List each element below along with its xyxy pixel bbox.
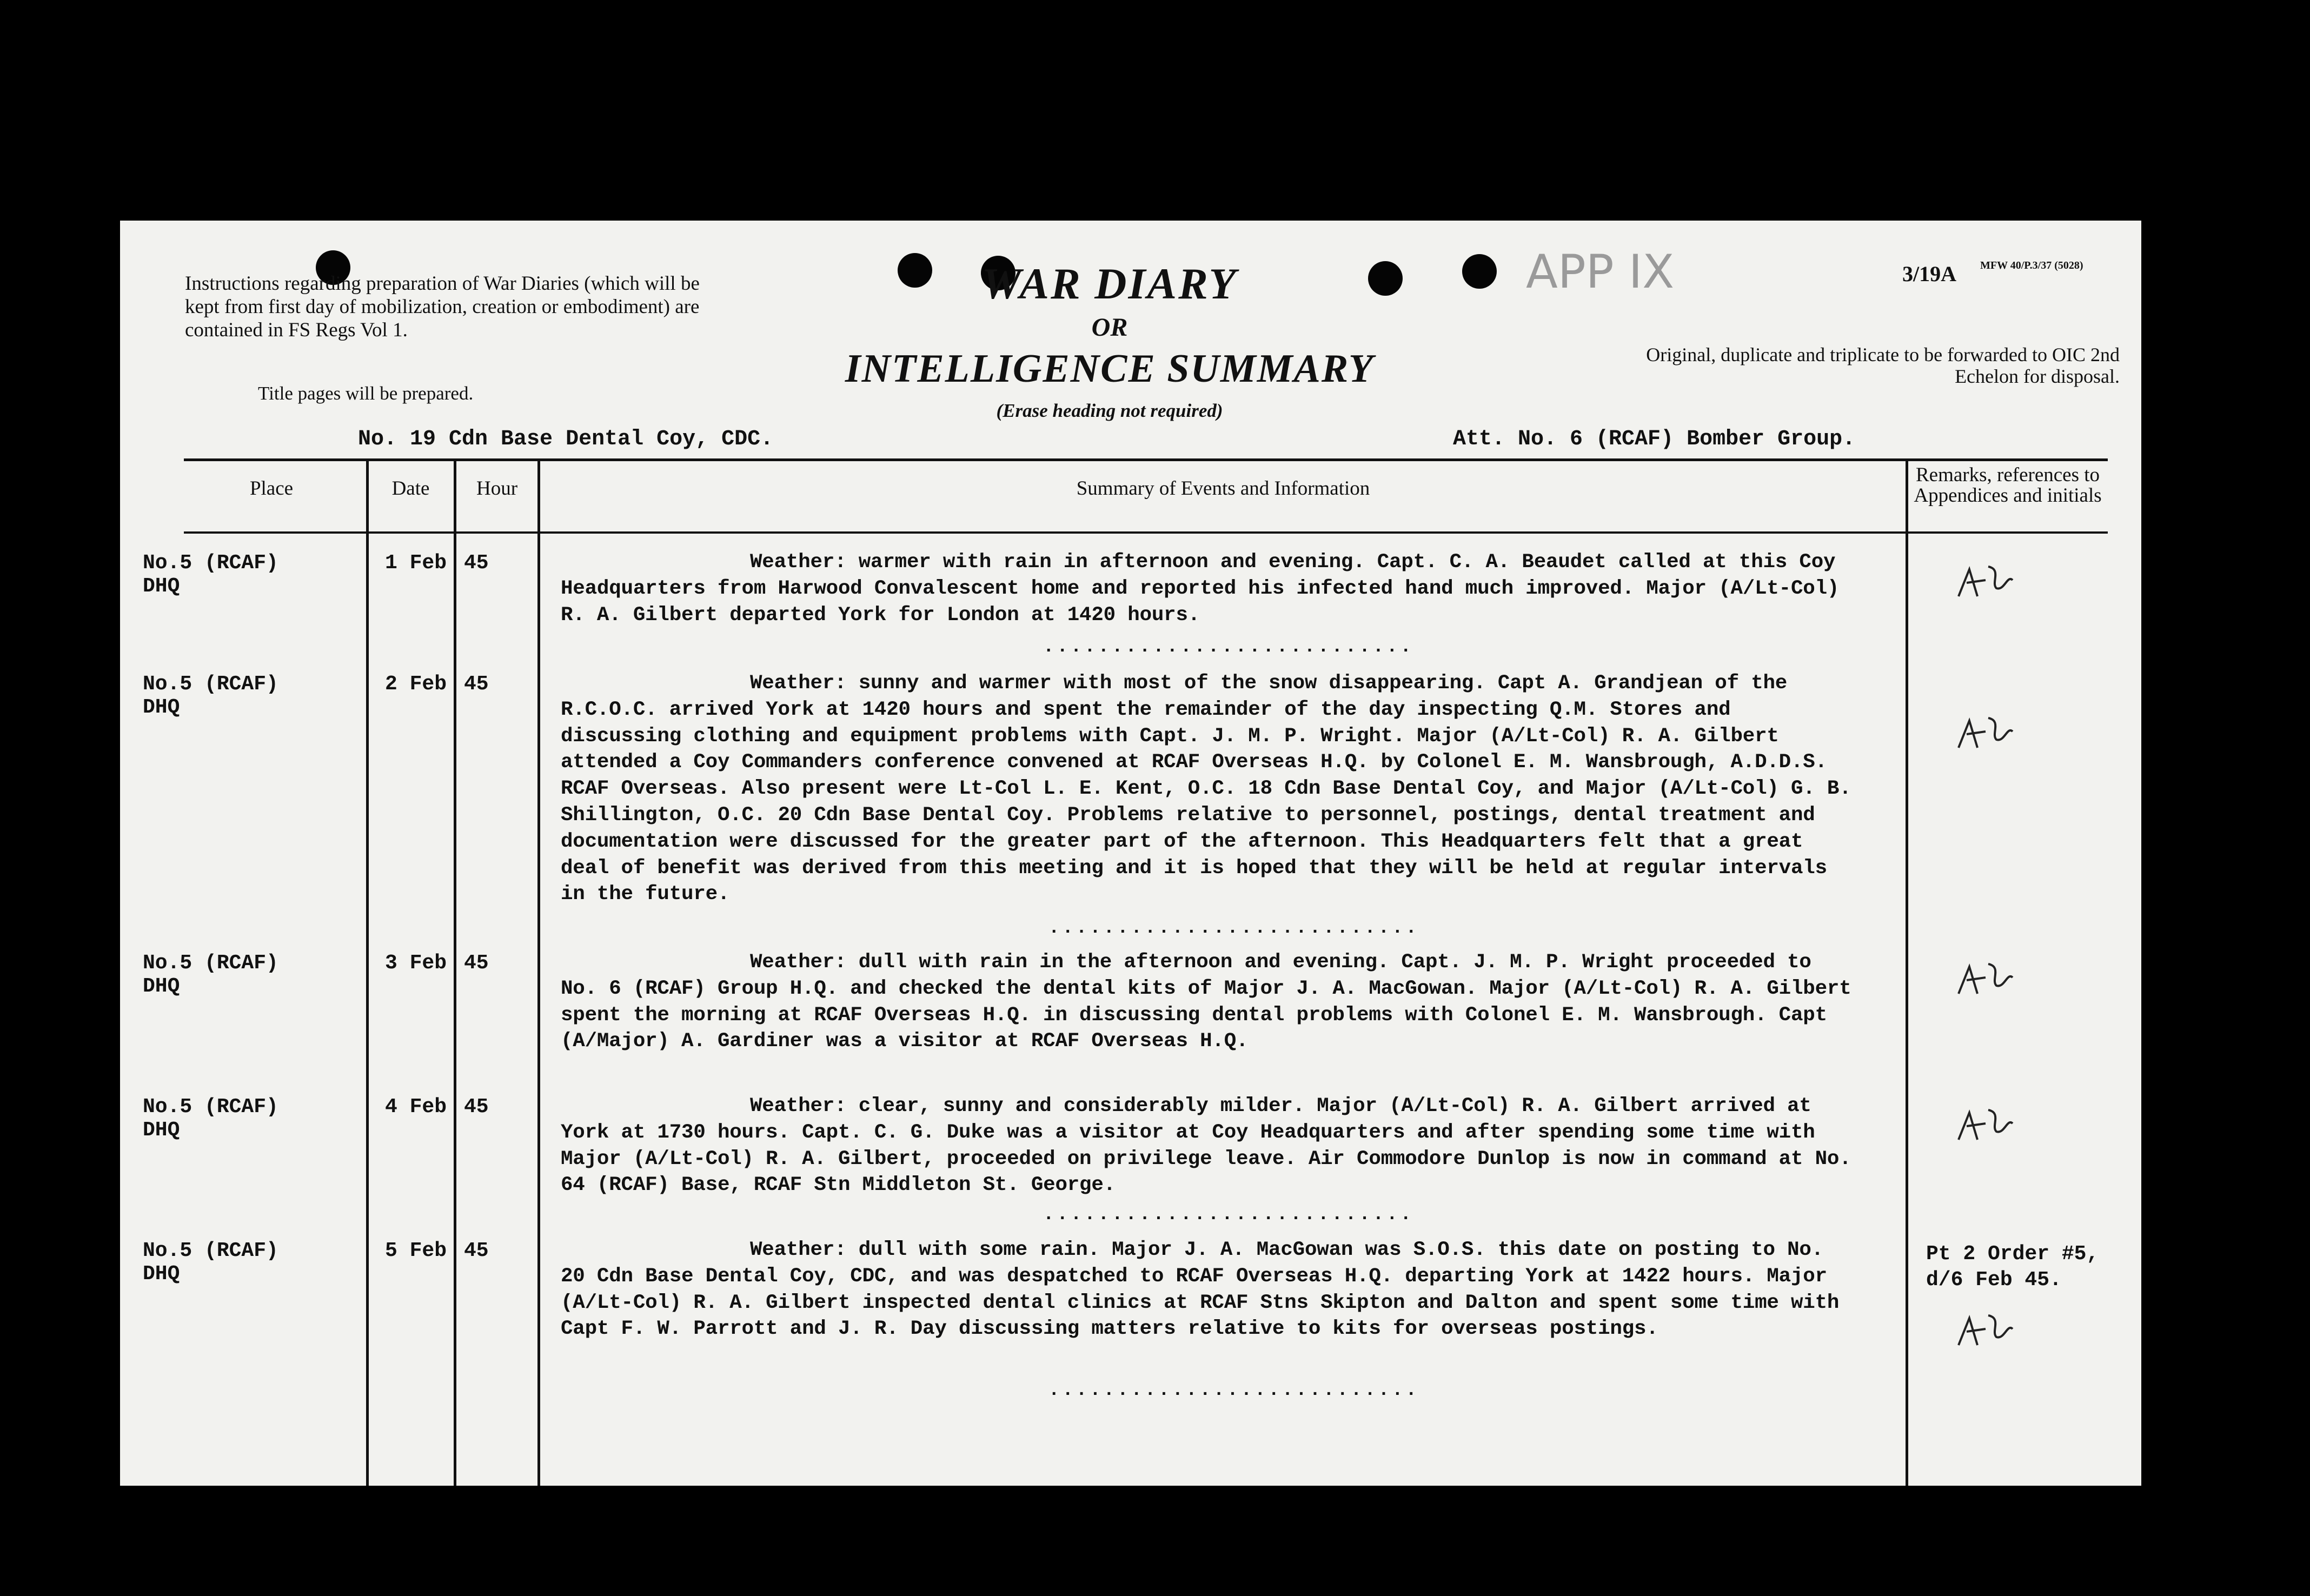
column-header-remarks: Remarks, references to Appendices and initials xyxy=(1914,464,2102,507)
unit-name: No. 19 Cdn Base Dental Coy, CDC. xyxy=(358,427,774,451)
entry-place: No.5 (RCAF) DHQ xyxy=(143,551,278,598)
entry-summary: Weather: clear, sunny and considerably milder. Major (A/Lt-Col) R. A. Gilbert arrived at York at 1730 hours. Capt. C. G. Duke was a visitor at Coy Headquarters and after spending some time with Major (A/Lt-Col) R. A. Gilbert, proceeded on privilege leave. Air Commodore Dunlop is now in command at No. 64 (RCAF) Base, RCAF Stn Middleton St. George. xyxy=(561,1095,1851,1197)
attachment-name: Att. No. 6 (RCAF) Bomber Group. xyxy=(1453,427,1856,451)
entry-hour: 45 xyxy=(464,952,489,975)
entry-hour: 45 xyxy=(464,1239,489,1262)
entry-hour: 45 xyxy=(464,551,489,575)
page-subtitle: INTELLIGENCE SUMMARY xyxy=(845,347,1375,391)
table-header-rule xyxy=(184,531,2108,534)
page-title: WAR DIARY xyxy=(981,259,1238,308)
punch-hole-5 xyxy=(1462,254,1497,289)
column-rule-summary xyxy=(537,458,540,1486)
entry-date: 2 Feb xyxy=(385,673,447,696)
column-rule-remarks xyxy=(1906,458,1908,1486)
entry-remark: Pt 2 Order #5, d/6 Feb 45. xyxy=(1926,1242,2099,1292)
entry-hour: 45 xyxy=(464,1095,489,1119)
initials-signature xyxy=(1953,558,2018,607)
entry-place: No.5 (RCAF) DHQ xyxy=(143,1095,278,1142)
form-number: 3/19A xyxy=(1902,262,1956,286)
entry-separator: ........................... xyxy=(1043,1205,1414,1225)
column-header-date: Date xyxy=(391,477,430,500)
column-header-place: Place xyxy=(249,477,294,500)
entry-separator: ........................... xyxy=(1043,637,1414,657)
entry-separator: ........................... xyxy=(1048,918,1419,939)
handwritten-appendix-ref: APP IX xyxy=(1526,245,1675,299)
table-top-rule xyxy=(184,458,2108,461)
entry-place: No.5 (RCAF) DHQ xyxy=(143,673,278,719)
column-header-hour: Hour xyxy=(476,477,518,500)
entry-summary: Weather: dull with rain in the afternoon and evening. Capt. J. M. P. Wright proceeded to No. 6 (RCAF) Group H.Q. and checked the dental kits of Major J. A. MacGowan. Major (A/Lt-Col) R. A. Gilbert spent the morning at RCAF Overseas H.Q. in discussing dental problems with Colonel E. M. Wansbrough. Capt (A/Major) A. Gardiner was a visitor at RCAF Overseas H.Q. xyxy=(561,951,1851,1053)
entry-hour: 45 xyxy=(464,673,489,696)
entry-separator: ........................... xyxy=(1048,1380,1419,1401)
entry-date: 4 Feb xyxy=(385,1095,447,1119)
entry-date: 5 Feb xyxy=(385,1239,447,1262)
title-or: OR xyxy=(1091,313,1128,342)
instructions-block xyxy=(185,272,731,342)
distribution-note: Original, duplicate and triplicate to be forwarded to OIC 2nd Echelon for disposal. xyxy=(1646,344,2120,387)
column-rule-hour xyxy=(454,458,456,1486)
initials-signature xyxy=(1953,956,2018,1005)
entry-place: No.5 (RCAF) DHQ xyxy=(143,952,278,998)
instructions-text: Instructions regarding preparation of War Diaries (which will be kept from first day of mobilization, creation or embodiment) are contained in FS Regs Vol 1. xyxy=(185,272,700,341)
war-diary-sheet xyxy=(120,221,2141,1486)
column-header-summary: Summary of Events and Information xyxy=(1076,477,1370,500)
title-erase-note: (Erase heading not required) xyxy=(996,400,1223,421)
title-pages-note: Title pages will be prepared. xyxy=(258,383,474,404)
initials-signature xyxy=(1953,710,2018,759)
entry-date: 1 Feb xyxy=(385,551,447,575)
initials-signature xyxy=(1953,1307,2018,1356)
column-rule-date xyxy=(366,458,369,1486)
entry-summary: Weather: sunny and warmer with most of the snow disappearing. Capt A. Grandjean of the R.C.O.C. arrived York at 1420 hours and spent the remainder of the day inspecting Q.M. Stores and discussing clothing and equipment problems with Capt. J. M. P. Wright. Major (A/Lt-Col) R. A. Gilbert attended a Coy Commanders conference convened at RCAF Overseas H.Q. by Colonel E. M. Wansbrough, A.D.D.S. RCAF Overseas. Also present were Lt-Col L. E. Kent, O.C. 18 Cdn Base Dental Coy, and Major (A/Lt-Col) G. B. Shillington, O.C. 20 Cdn Base Dental Coy. Problems relative to personnel, postings, dental treatment and documentation were discussed for the greater part of the afternoon. This Headquarters felt that a great deal of benefit was derived from this meeting and it is hoped that they will be held at regular intervals in the future. xyxy=(561,672,1851,906)
entry-place: No.5 (RCAF) DHQ xyxy=(143,1239,278,1286)
entry-summary: Weather: dull with some rain. Major J. A. MacGowan was S.O.S. this date on posting to No. 20 Cdn Base Dental Coy, CDC, and was despatched to RCAF Overseas H.Q. departing York at 1422 hours. Major (A/Lt-Col) R. A. Gilbert inspected dental clinics at RCAF Stns Skipton and Dalton and spent some time with Capt F. W. Parrott and J. R. Day discussing matters relative to kits for overseas postings. xyxy=(561,1239,1840,1341)
entry-date: 3 Feb xyxy=(385,952,447,975)
initials-signature xyxy=(1953,1102,2018,1151)
form-reference: MFW 40/P.3/37 (5028) xyxy=(1980,260,2083,271)
entry-summary: Weather: warmer with rain in afternoon and evening. Capt. C. A. Beaudet called at this Coy Headquarters from Harwood Convalescent home and reported his infected hand much improved. Major (A/Lt-Col) R. A. Gilbert departed York for London at 1420 hours. xyxy=(561,551,1840,627)
